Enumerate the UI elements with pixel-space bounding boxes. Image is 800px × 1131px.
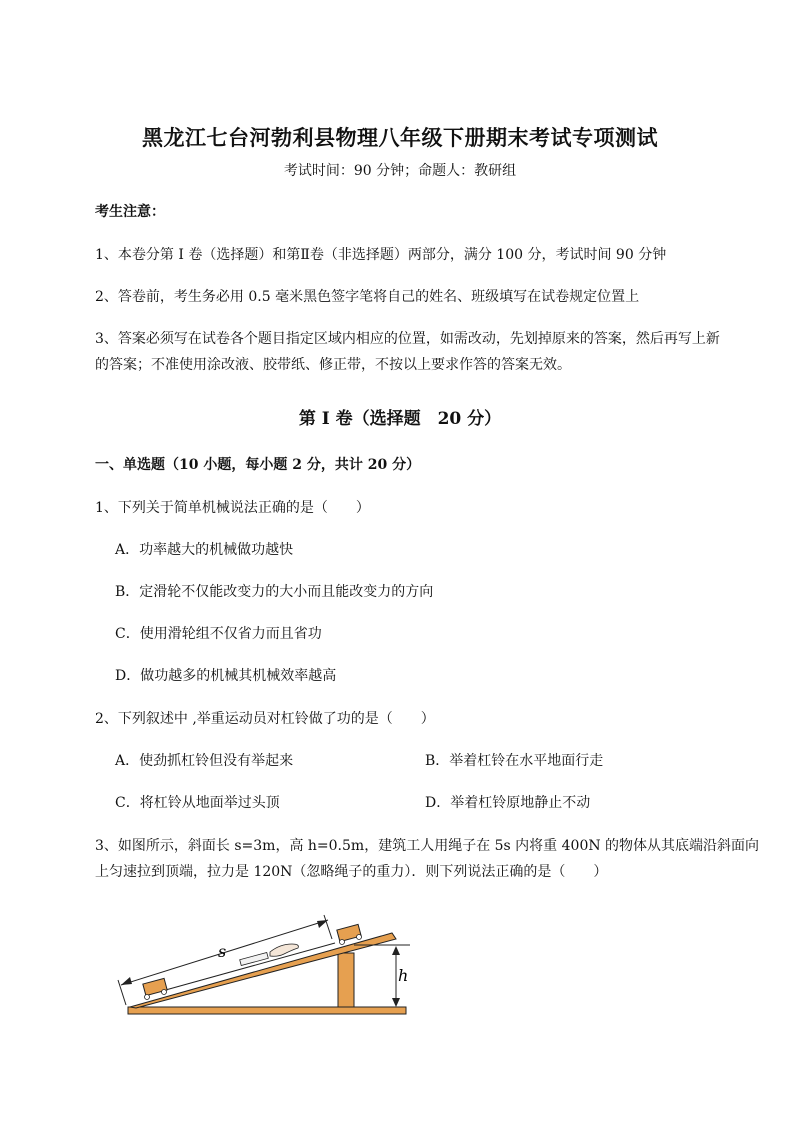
q3-stem-line1: 3、如图所示，斜面长 s=3m，高 h=0.5m，建筑工人用绳子在 5s 内将重 400N 的物体从其底端沿斜面向 bbox=[95, 838, 760, 854]
notice-item-3-line1: 3、答案必须写在试卷各个题目指定区域内相应的位置，如需改动，先划掉原来的答案，然后再写上新 bbox=[95, 331, 720, 347]
q2-stem: 2、下列叙述中 ,举重运动员对杠铃做了功的是（ ） bbox=[95, 711, 435, 727]
incline-figure bbox=[110, 905, 420, 1020]
exam-info: 考试时间：90 分钟；命题人：教研组 bbox=[283, 163, 517, 179]
rope bbox=[162, 943, 335, 991]
notice-heading: 考生注意： bbox=[95, 204, 165, 220]
notice-item-3-line2: 的答案；不准使用涂改液、胶带纸、修正带，不按以上要求作答的答案无效。 bbox=[95, 357, 571, 373]
q2-option-b: B．举着杠铃在水平地面行走 bbox=[425, 753, 604, 769]
q2-option-a: A．使劲抓杠铃但没有举起来 bbox=[115, 753, 294, 769]
q1-option-d: D．做功越多的机械其机械效率越高 bbox=[115, 668, 337, 684]
notice-item-1: 1、本卷分第 I 卷（选择题）和第Ⅱ卷（非选择题）两部分，满分 100 分，考试时间 90 分钟 bbox=[95, 247, 667, 263]
label-h: h bbox=[398, 966, 409, 985]
ground-board bbox=[128, 1007, 406, 1014]
page-title: 黑龙江七台河勃利县物理八年级下册期末考试专项测试 bbox=[142, 125, 658, 150]
q1-option-c: C．使用滑轮组不仅省力而且省功 bbox=[115, 626, 322, 642]
cart-bottom bbox=[143, 978, 167, 999]
label-s: s bbox=[218, 942, 227, 961]
q1-option-a: A．功率越大的机械做功越快 bbox=[115, 542, 294, 558]
q3-stem-line2: 上匀速拉到顶端，拉力是 120N（忽略绳子的重力）．则下列说法正确的是（ ） bbox=[95, 864, 608, 880]
incline-board bbox=[130, 933, 396, 1008]
cart-top bbox=[337, 924, 362, 944]
notice-item-2: 2、答卷前，考生务必用 0.5 毫米黑色签字笔将自己的姓名、班级填写在试卷规定位置上 bbox=[95, 289, 640, 305]
spring-scale bbox=[240, 952, 269, 965]
part-heading: 一、单选题（10 小题，每小题 2 分，共计 20 分） bbox=[95, 457, 421, 473]
support-post bbox=[338, 953, 354, 1007]
q2-option-d: D．举着杠铃原地静止不动 bbox=[425, 795, 591, 811]
section-title: 第 I 卷（选择题 20 分） bbox=[298, 409, 502, 429]
q1-option-b: B．定滑轮不仅能改变力的大小而且能改变力的方向 bbox=[115, 584, 434, 600]
q1-stem: 1、下列关于简单机械说法正确的是（ ） bbox=[95, 500, 370, 516]
q2-option-c: C．将杠铃从地面举过头顶 bbox=[115, 795, 280, 811]
